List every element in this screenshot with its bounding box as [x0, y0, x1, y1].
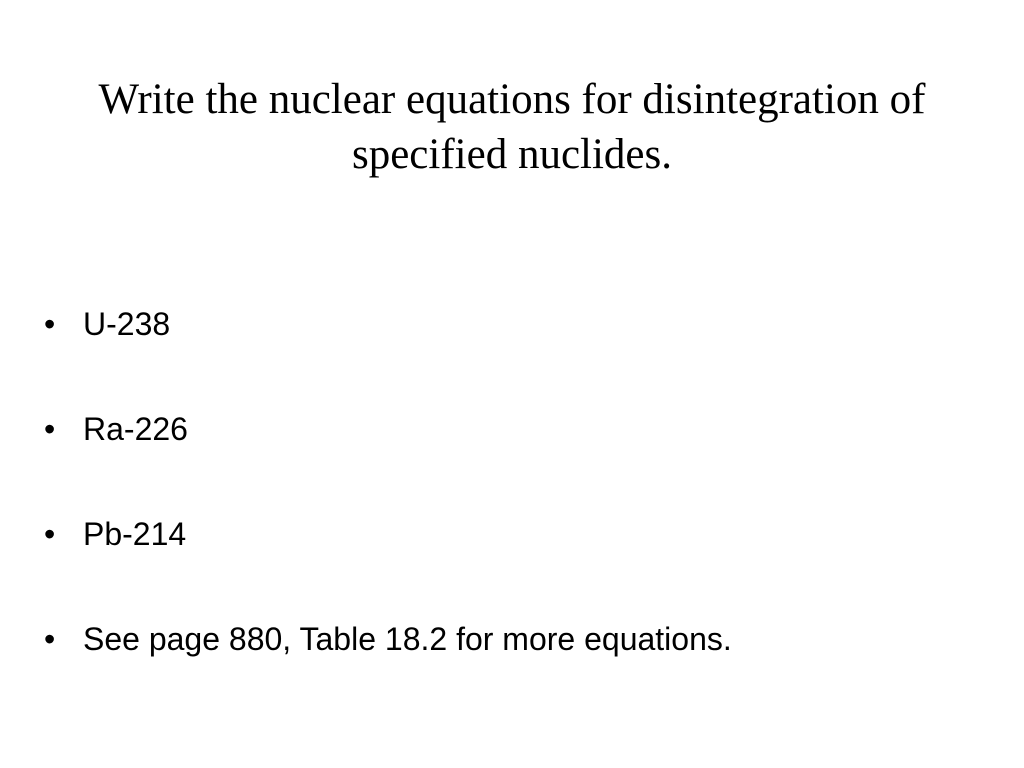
bullet-dot-icon: • [44, 516, 56, 552]
bullet-dot-icon: • [44, 411, 56, 447]
reference-note: See page 880, Table 18.2 for more equations. [83, 621, 732, 657]
slide-title: Write the nuclear equations for disintegration of specified nuclides. [98, 76, 926, 178]
bullet-dot-icon: • [44, 621, 56, 657]
list-item [40, 407, 984, 512]
nuclide-u-238: U-238 [83, 306, 171, 342]
list-item [40, 617, 984, 722]
bullet-dot-icon: • [44, 306, 56, 342]
bullet-list [40, 302, 984, 722]
list-item [40, 512, 984, 617]
nuclide-pb-214: Pb-214 [83, 516, 187, 552]
nuclide-ra-226: Ra-226 [83, 411, 188, 447]
list-item [40, 302, 984, 407]
